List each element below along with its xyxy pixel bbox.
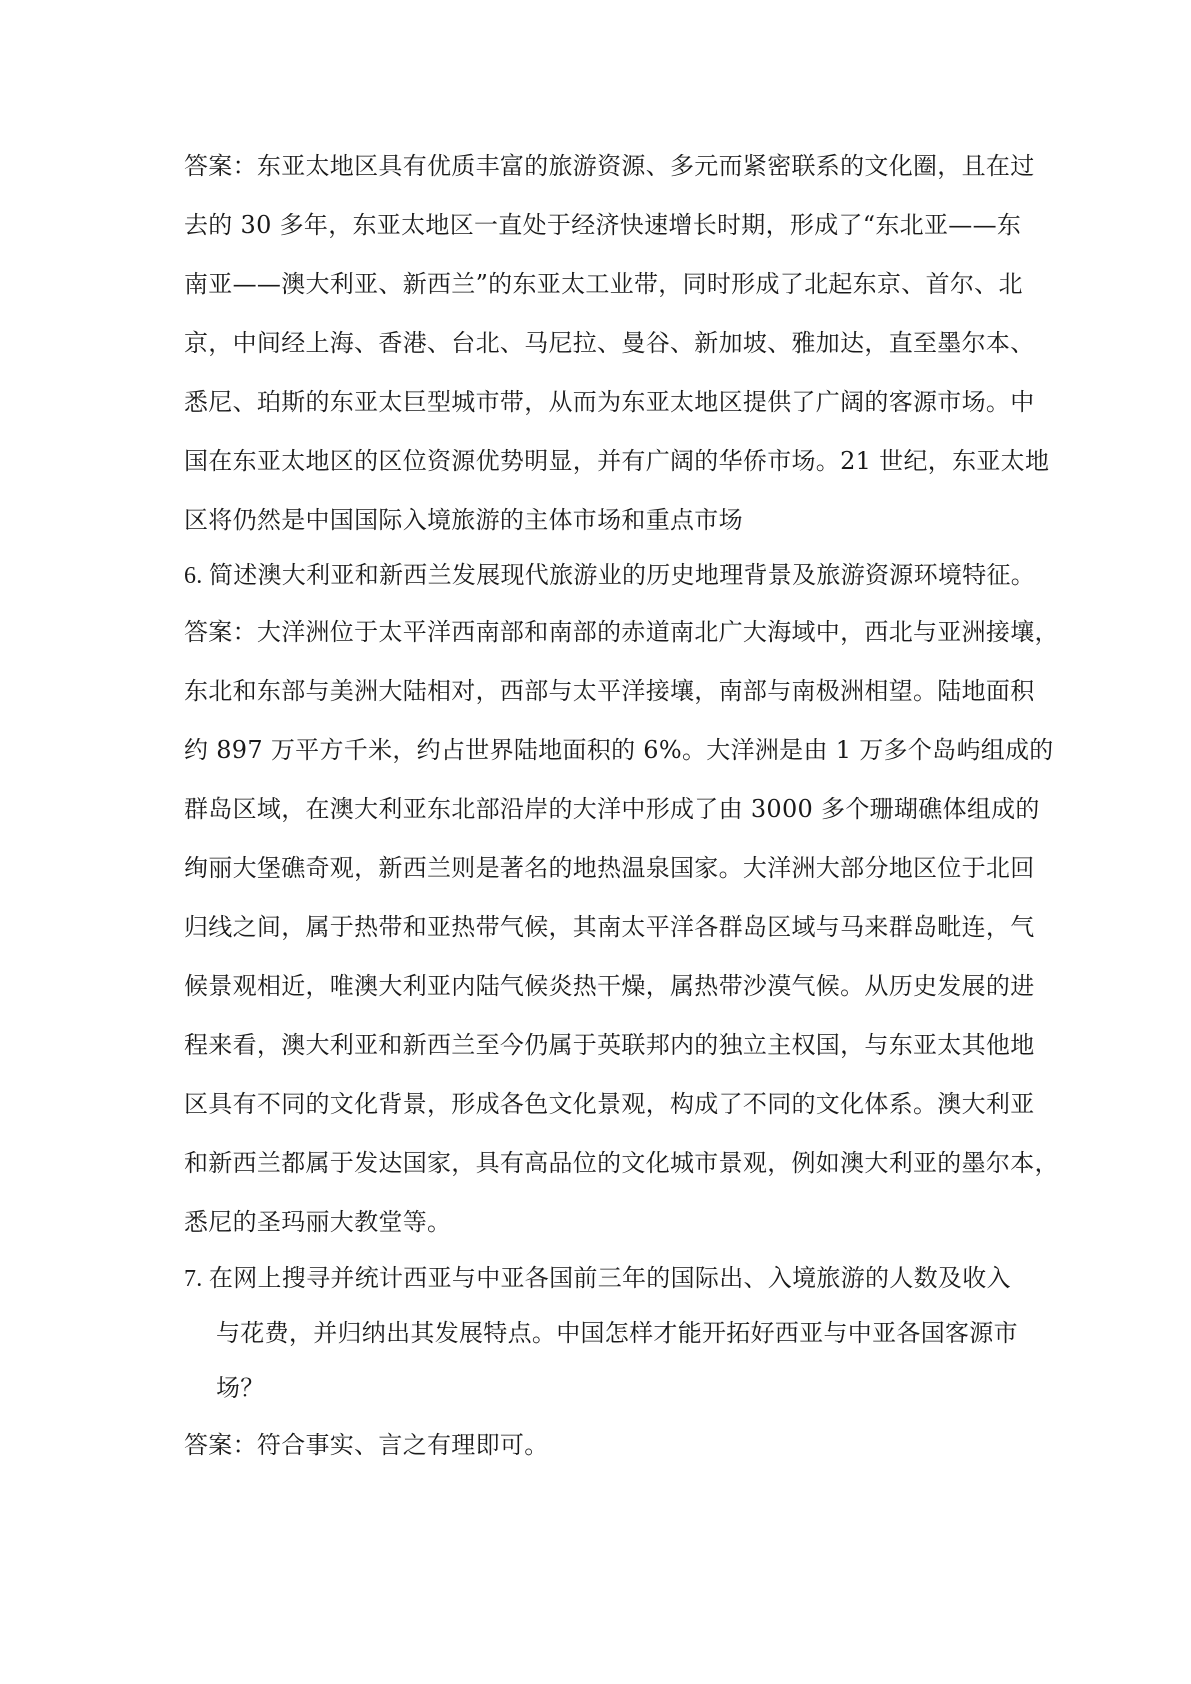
answer-6-line-2: 东北和东部与美洲大陆相对，西部与太平洋接壤，南部与南极洲相望。陆地面积 — [184, 677, 1035, 705]
answer-6-line-10: 和新西兰都属于发达国家，具有高品位的文化城市景观，例如澳大利亚的墨尔本， — [184, 1149, 1059, 1177]
question-7-line-1: 7. 在网上搜寻并统计西亚与中亚各国前三年的国际出、入境旅游的人数及收入 — [184, 1266, 1011, 1292]
answer-6-line-7: 候景观相近，唯澳大利亚内陆气候炎热干燥，属热带沙漠气候。从历史发展的进 — [184, 972, 1035, 1000]
answer-5-line-5: 悉尼、珀斯的东亚太巨型城市带，从而为东亚太地区提供了广阔的客源市场。中 — [184, 388, 1035, 416]
answer-6-line-4: 群岛区域，在澳大利亚东北部沿岸的大洋中形成了由 3000 多个珊瑚礁体组成的 — [184, 795, 1040, 823]
answer-5-line-6: 国在东亚太地区的区位资源优势明显，并有广阔的华侨市场。21 世纪，东亚太地 — [184, 447, 1050, 475]
answer-5-line-7: 区将仍然是中国国际入境旅游的主体市场和重点市场 — [184, 506, 743, 534]
answer-6-line-5: 绚丽大堡礁奇观，新西兰则是著名的地热温泉国家。大洋洲大部分地区位于北回 — [184, 854, 1035, 882]
answer-7: 答案：符合事实、言之有理即可。 — [184, 1431, 549, 1459]
answer-5-line-4: 京，中间经上海、香港、台北、马尼拉、曼谷、新加坡、雅加达，直至墨尔本、 — [184, 329, 1035, 357]
answer-6-line-3: 约 897 万平方千米，约占世界陆地面积的 6%。大洋洲是由 1 万多个岛屿组成的 — [184, 736, 1054, 764]
answer-6-line-1: 答案：大洋洲位于太平洋西南部和南部的赤道南北广大海域中，西北与亚洲接壤， — [184, 618, 1059, 646]
question-7-line-2: 与花费，并归纳出其发展特点。中国怎样才能开拓好西亚与中亚各国客源市 — [216, 1321, 1018, 1347]
answer-6-line-11: 悉尼的圣玛丽大教堂等。 — [184, 1208, 452, 1236]
question-7-line-3: 场？ — [216, 1376, 265, 1402]
answer-6-line-8: 程来看，澳大利亚和新西兰至今仍属于英联邦内的独立主权国，与东亚太其他地 — [184, 1031, 1035, 1059]
question-6: 6. 简述澳大利亚和新西兰发展现代旅游业的历史地理背景及旅游资源环境特征。 — [184, 563, 1036, 589]
answer-5-line-2: 去的 30 多年，东亚太地区一直处于经济快速增长时期，形成了“东北亚——东 — [184, 211, 1022, 239]
answer-5-line-3: 南亚——澳大利亚、新西兰”的东亚太工业带，同时形成了北起东京、首尔、北 — [184, 270, 1023, 298]
answer-5-line-1: 答案：东亚太地区具有优质丰富的旅游资源、多元而紧密联系的文化圈，且在过 — [184, 152, 1035, 180]
answer-6-line-9: 区具有不同的文化背景，形成各色文化景观，构成了不同的文化体系。澳大利亚 — [184, 1090, 1035, 1118]
answer-6-line-6: 归线之间，属于热带和亚热带气候，其南太平洋各群岛区域与马来群岛毗连，气 — [184, 913, 1035, 941]
